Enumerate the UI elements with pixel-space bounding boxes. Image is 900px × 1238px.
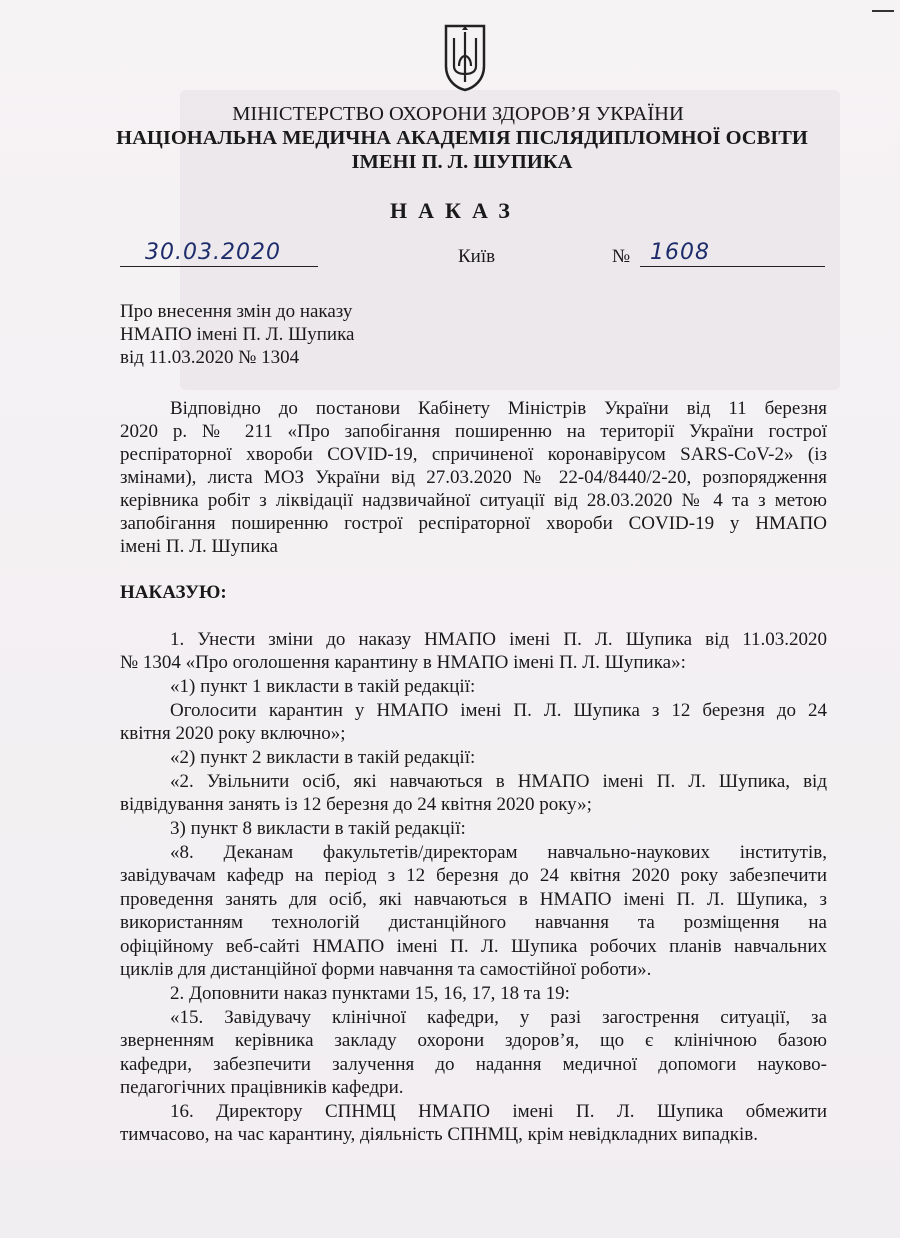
body-line: 3) пункт 8 викласти в такій редакції: — [170, 818, 466, 839]
subject-line: НМАПО імені П. Л. Шупика — [120, 324, 355, 345]
body-line: зверненням керівника закладу охорони здоров’я, що є клінічною базою — [120, 1030, 827, 1051]
city-label: Київ — [458, 246, 496, 267]
preamble-line: імені П. Л. Шупика — [120, 536, 278, 557]
number-label: № — [612, 246, 631, 267]
body-line: «8. Деканам факультетів/директорам навчально-наукових інститутів, — [170, 842, 827, 863]
preamble-line: респіраторної хвороби COVID-19, спричиненої коронавірусом SARS-CoV-2» (із — [120, 444, 827, 465]
subject-line: від 11.03.2020 № 1304 — [120, 347, 300, 368]
preamble-line: керівника робіт з ліквідації надзвичайної ситуації від 28.03.2020 № 4 та з метою — [120, 490, 827, 511]
number-underline — [640, 266, 825, 267]
academy-name: НАЦІОНАЛЬНА МЕДИЧНА АКАДЕМІЯ ПІСЛЯДИПЛОМНОЇ ОСВІТИ — [116, 127, 808, 149]
trident-emblem-icon — [442, 22, 488, 92]
order-subject — [120, 300, 354, 369]
body-line: «15. Завідувачу клінічної кафедри, у разі загострення ситуації, за — [170, 1007, 827, 1028]
date-underline — [120, 266, 318, 267]
body-line: проведення занять для осіб, які навчаються в НМАПО імені П. Л. Шупика, з — [120, 889, 827, 910]
body-line: Оголосити карантин у НМАПО імені П. Л. Шупика з 12 березня до 24 — [170, 700, 827, 721]
preamble-line: Відповідно до постанови Кабінету Міністрів України від 11 березня — [170, 398, 827, 419]
body-line: квітня 2020 року включно»; — [120, 723, 346, 744]
preamble-line: запобігання поширенню гострої респіраторної хвороби COVID-19 у НМАПО — [120, 513, 827, 534]
document-type-title: НАКАЗ — [390, 198, 521, 223]
body-line: 16. Директору СПНМЦ НМАПО імені П. Л. Шупика обмежити — [170, 1101, 827, 1122]
body-line: циклів для дистанційної форми навчання та самостійної роботи». — [120, 959, 652, 980]
order-directive-heading: НАКАЗУЮ: — [120, 582, 227, 603]
body-line: 1. Унести зміни до наказу НМАПО імені П. Л. Шупика від 11.03.2020 — [170, 629, 827, 650]
body-line: використанням технологій дистанційного навчання та розміщення на — [120, 912, 827, 933]
handwritten-number: 1608 — [650, 240, 710, 265]
body-line: «2) пункт 2 викласти в такій редакції: — [170, 747, 476, 768]
body-line: офіційному веб-сайті НМАПО імені П. Л. Шупика робочих планів навчальних — [120, 936, 827, 957]
handwritten-date: 30.03.2020 — [145, 240, 281, 265]
body-line: 2. Доповнити наказ пунктами 15, 16, 17, 18 та 19: — [170, 983, 570, 1004]
body-line: «2. Увільнити осіб, які навчаються в НМАПО імені П. Л. Шупика, від — [170, 771, 827, 792]
body-line: педагогічних працівників кафедри. — [120, 1077, 404, 1098]
body-line: тимчасово, на час карантину, діяльність СПНМЦ, крім невідкладних випадків. — [120, 1124, 758, 1145]
scan-edge-mark — [872, 10, 894, 12]
ministry-name: МІНІСТЕРСТВО ОХОРОНИ ЗДОРОВ’Я УКРАЇНИ — [232, 103, 684, 125]
body-line: кафедри, забезпечити залучення до надання медичної допомоги науково- — [120, 1054, 827, 1075]
preamble-line: змінами), листа МОЗ України від 27.03.2020 № 22-04/8440/2-20, розпорядження — [120, 467, 827, 488]
body-line: № 1304 «Про оголошення карантину в НМАПО імені П. Л. Шупика»: — [120, 652, 686, 673]
body-line: «1) пункт 1 викласти в такій редакції: — [170, 676, 476, 697]
body-line: завідувачам кафедр на період з 12 березня до 24 квітня 2020 року забезпечити — [120, 865, 827, 886]
subject-line: Про внесення змін до наказу — [120, 301, 353, 322]
body-line: відвідування занять із 12 березня до 24 квітня 2020 року»; — [120, 794, 592, 815]
preamble-line: 2020 р. № 211 «Про запобігання поширенню на території України гострої — [120, 421, 827, 442]
academy-eponym: ІМЕНІ П. Л. ШУПИКА — [351, 151, 573, 173]
